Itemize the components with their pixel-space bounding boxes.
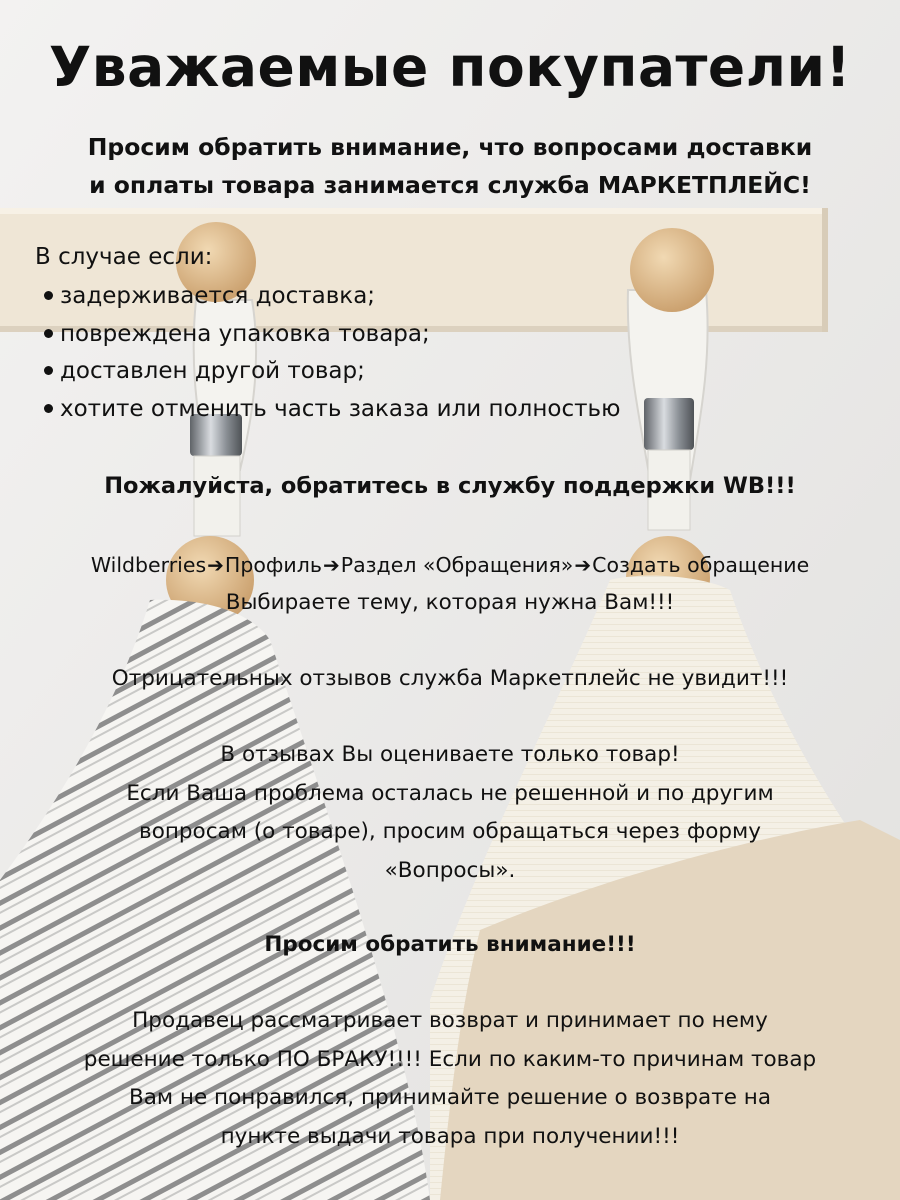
list-item: [44, 391, 620, 429]
subtitle-line: и оплаты товара занимается служба МАРКЕТПЛЕЙС!: [89, 171, 811, 199]
path-step: Создать обращение: [592, 553, 810, 577]
page-title: Уважаемые покупатели!: [48, 35, 852, 99]
bullet-icon: [44, 329, 53, 338]
bullet-icon: [44, 366, 53, 375]
subtitle-line: Просим обратить внимание, что вопросами доставки: [87, 133, 813, 161]
list-item-text: хотите отменить часть заказа или полностью: [60, 395, 621, 422]
arrow-right-icon: ➔: [207, 553, 224, 577]
bullet-icon: [44, 404, 53, 413]
returns-line: пункте выдачи товара при получении!!!: [220, 1123, 680, 1149]
cases-intro: В случае если:: [35, 244, 213, 270]
support-callout: Пожалуйста, обратитесь в службу поддержки WB!!!: [104, 473, 796, 499]
list-item: [44, 353, 620, 391]
choose-topic: Выбираете тему, которая нужна Вам!!!: [225, 590, 675, 615]
reviews-line: вопросам (о товаре), просим обращаться через форму: [139, 819, 761, 845]
reviews-block: [20, 736, 880, 890]
returns-heading: Просим обратить внимание!!!: [264, 932, 636, 957]
reviews-line: Если Ваша проблема осталась не решенной и по другим: [126, 780, 774, 806]
returns-line: Продавец рассматривает возврат и принимает по нему: [132, 1008, 768, 1033]
list-item-text: доставлен другой товар;: [60, 358, 365, 385]
support-path: [0, 548, 900, 582]
reviews-line: «Вопросы».: [384, 857, 516, 883]
returns-line: решение только ПО БРАКУ!!!! Если по каким-то причинам товар: [83, 1046, 817, 1072]
list-item: [44, 278, 620, 316]
reviews-line: В отзывах Вы оцениваете только товар!: [220, 742, 680, 767]
subtitle: [22, 128, 878, 204]
list-item: [44, 316, 620, 354]
path-step: Раздел «Обращения»: [340, 553, 574, 577]
reviews-not-seen: Отрицательных отзывов служба Маркетплейс не увидит!!!: [111, 666, 789, 691]
arrow-right-icon: ➔: [322, 553, 340, 577]
cases-list: [44, 278, 620, 428]
arrow-right-icon: ➔: [574, 553, 592, 577]
list-item-text: задерживается доставка;: [60, 283, 376, 309]
returns-line: Вам не понравился, принимайте решение о возврате на: [128, 1085, 772, 1111]
path-step: Профиль: [224, 553, 322, 577]
path-step: Wildberries: [90, 553, 207, 577]
list-item-text: повреждена упаковка товара;: [60, 320, 430, 347]
returns-block: [20, 1002, 880, 1156]
bullet-icon: [44, 291, 53, 300]
